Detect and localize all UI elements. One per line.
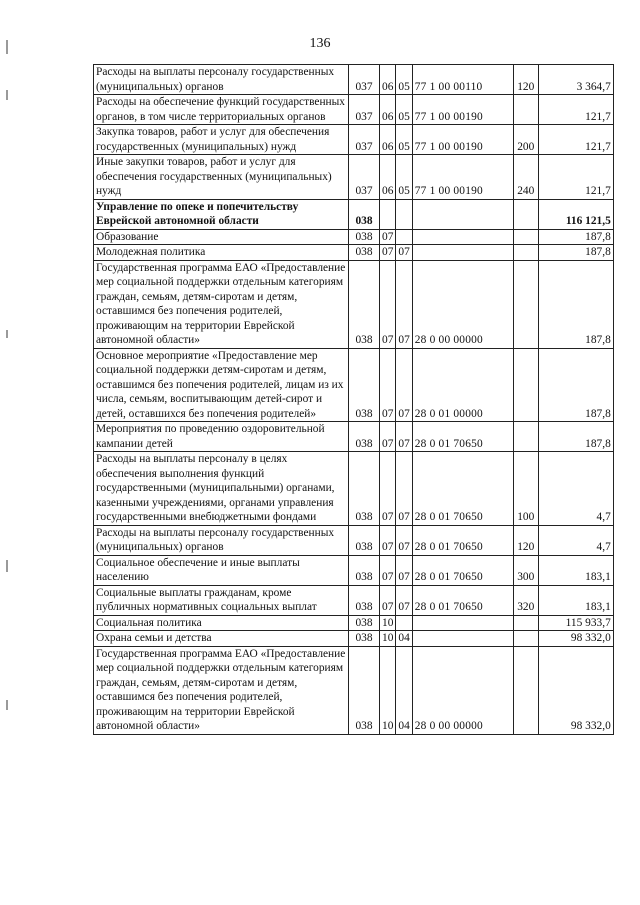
row-target-item: 28 0 01 70650 bbox=[412, 585, 513, 615]
table-row bbox=[94, 555, 614, 585]
row-target-item bbox=[412, 245, 513, 261]
page-number: 136 bbox=[309, 36, 331, 51]
row-target-item: 28 0 01 70650 bbox=[412, 555, 513, 585]
row-name: Расходы на выплаты персоналу в целях обеспечения выполнения функций государственными (муниципальными) органами, казенными учреждениями, органами управления государственными внебюджетными фондами bbox=[94, 452, 349, 526]
row-name: Социальные выплаты гражданам, кроме публичных нормативных социальных выплат bbox=[94, 585, 349, 615]
row-expense-type: 320 bbox=[513, 585, 538, 615]
row-code: 038 bbox=[349, 245, 380, 261]
table-row bbox=[94, 65, 614, 95]
row-subsection: 04 bbox=[396, 631, 412, 647]
row-code: 038 bbox=[349, 615, 380, 631]
row-amount: 187,8 bbox=[538, 260, 613, 348]
row-subsection: 05 bbox=[396, 65, 412, 95]
row-expense-type: 120 bbox=[513, 525, 538, 555]
row-target-item: 77 1 00 00110 bbox=[412, 65, 513, 95]
row-target-item bbox=[412, 229, 513, 245]
row-target-item: 28 0 01 70650 bbox=[412, 525, 513, 555]
row-section: 07 bbox=[380, 422, 396, 452]
row-section: 07 bbox=[380, 245, 396, 261]
row-subsection bbox=[396, 615, 412, 631]
row-amount: 121,7 bbox=[538, 125, 613, 155]
row-expense-type: 100 bbox=[513, 452, 538, 526]
row-subsection bbox=[396, 199, 412, 229]
row-code: 037 bbox=[349, 95, 380, 125]
table-row bbox=[94, 631, 614, 647]
row-section: 10 bbox=[380, 631, 396, 647]
row-name: Расходы на выплаты персоналу государственных (муниципальных) органов bbox=[94, 65, 349, 95]
row-target-item: 28 0 00 00000 bbox=[412, 646, 513, 734]
table-row bbox=[94, 155, 614, 200]
row-subsection: 07 bbox=[396, 525, 412, 555]
scan-margin-marks bbox=[0, 0, 20, 905]
row-amount: 3 364,7 bbox=[538, 65, 613, 95]
table-row bbox=[94, 646, 614, 734]
row-subsection: 07 bbox=[396, 585, 412, 615]
row-section: 10 bbox=[380, 615, 396, 631]
table-row bbox=[94, 615, 614, 631]
row-amount: 4,7 bbox=[538, 452, 613, 526]
row-subsection: 07 bbox=[396, 260, 412, 348]
table-row bbox=[94, 422, 614, 452]
row-amount: 187,8 bbox=[538, 245, 613, 261]
row-name: Образование bbox=[94, 229, 349, 245]
row-target-item bbox=[412, 199, 513, 229]
row-expense-type bbox=[513, 631, 538, 647]
table-row bbox=[94, 348, 614, 422]
row-expense-type bbox=[513, 199, 538, 229]
row-subsection bbox=[396, 229, 412, 245]
row-subsection: 07 bbox=[396, 555, 412, 585]
row-subsection: 07 bbox=[396, 452, 412, 526]
table-row bbox=[94, 199, 614, 229]
row-name: Основное мероприятие «Предоставление мер социальной поддержки детям-сиротам и детям, оставшимся без попечения родителей, лицам из их числа, семьям, воспитывающим детей-сирот и детей, оставшихся без попечения родителей» bbox=[94, 348, 349, 422]
row-amount: 187,8 bbox=[538, 422, 613, 452]
row-subsection: 07 bbox=[396, 422, 412, 452]
table-row bbox=[94, 525, 614, 555]
row-expense-type: 120 bbox=[513, 65, 538, 95]
row-name: Государственная программа ЕАО «Предоставление мер социальной поддержки отдельным категориям граждан, семьям, детям-сиротам и детям, оставшимся без попечения родителей, проживающим на территории Еврейской автономной области» bbox=[94, 260, 349, 348]
row-amount: 98 332,0 bbox=[538, 646, 613, 734]
row-code: 038 bbox=[349, 348, 380, 422]
row-target-item: 28 0 01 70650 bbox=[412, 422, 513, 452]
row-name: Иные закупки товаров, работ и услуг для обеспечения государственных (муниципальных) нужд bbox=[94, 155, 349, 200]
row-section: 07 bbox=[380, 525, 396, 555]
table-row bbox=[94, 125, 614, 155]
table-row bbox=[94, 585, 614, 615]
row-expense-type bbox=[513, 422, 538, 452]
row-target-item bbox=[412, 631, 513, 647]
row-name: Расходы на обеспечение функций государственных органов, в том числе территориальных органов bbox=[94, 95, 349, 125]
row-section: 06 bbox=[380, 95, 396, 125]
row-section: 06 bbox=[380, 125, 396, 155]
table-row bbox=[94, 229, 614, 245]
table-row bbox=[94, 452, 614, 526]
row-section bbox=[380, 199, 396, 229]
row-subsection: 07 bbox=[396, 245, 412, 261]
row-expense-type: 240 bbox=[513, 155, 538, 200]
row-name: Мероприятия по проведению оздоровительной кампании детей bbox=[94, 422, 349, 452]
row-amount: 116 121,5 bbox=[538, 199, 613, 229]
row-section: 06 bbox=[380, 65, 396, 95]
row-subsection: 04 bbox=[396, 646, 412, 734]
row-amount: 187,8 bbox=[538, 229, 613, 245]
row-section: 10 bbox=[380, 646, 396, 734]
row-code: 038 bbox=[349, 452, 380, 526]
row-name: Закупка товаров, работ и услуг для обеспечения государственных (муниципальных) нужд bbox=[94, 125, 349, 155]
row-name: Управление по опеке и попечительству Еврейской автономной области bbox=[94, 199, 349, 229]
row-name: Социальное обеспечение и иные выплаты населению bbox=[94, 555, 349, 585]
table-row bbox=[94, 260, 614, 348]
row-section: 07 bbox=[380, 229, 396, 245]
row-subsection: 05 bbox=[396, 155, 412, 200]
row-subsection: 05 bbox=[396, 125, 412, 155]
row-expense-type bbox=[513, 615, 538, 631]
row-amount: 121,7 bbox=[538, 95, 613, 125]
row-code: 038 bbox=[349, 631, 380, 647]
row-code: 037 bbox=[349, 65, 380, 95]
table-row bbox=[94, 95, 614, 125]
budget-table-body bbox=[94, 65, 614, 735]
row-code: 037 bbox=[349, 155, 380, 200]
row-name: Расходы на выплаты персоналу государственных (муниципальных) органов bbox=[94, 525, 349, 555]
row-amount: 121,7 bbox=[538, 155, 613, 200]
row-amount: 4,7 bbox=[538, 525, 613, 555]
row-name: Молодежная политика bbox=[94, 245, 349, 261]
row-section: 07 bbox=[380, 348, 396, 422]
row-amount: 183,1 bbox=[538, 555, 613, 585]
row-amount: 187,8 bbox=[538, 348, 613, 422]
table-row bbox=[94, 245, 614, 261]
row-section: 06 bbox=[380, 155, 396, 200]
row-expense-type bbox=[513, 646, 538, 734]
row-amount: 98 332,0 bbox=[538, 631, 613, 647]
row-code: 038 bbox=[349, 525, 380, 555]
row-subsection: 05 bbox=[396, 95, 412, 125]
row-code: 037 bbox=[349, 125, 380, 155]
row-section: 07 bbox=[380, 452, 396, 526]
row-expense-type: 300 bbox=[513, 555, 538, 585]
row-expense-type bbox=[513, 229, 538, 245]
row-code: 038 bbox=[349, 260, 380, 348]
row-target-item: 77 1 00 00190 bbox=[412, 125, 513, 155]
row-amount: 115 933,7 bbox=[538, 615, 613, 631]
row-section: 07 bbox=[380, 555, 396, 585]
row-target-item: 77 1 00 00190 bbox=[412, 95, 513, 125]
row-amount: 183,1 bbox=[538, 585, 613, 615]
row-target-item: 28 0 01 00000 bbox=[412, 348, 513, 422]
row-code: 038 bbox=[349, 199, 380, 229]
row-code: 038 bbox=[349, 422, 380, 452]
budget-table bbox=[93, 64, 614, 735]
row-section: 07 bbox=[380, 585, 396, 615]
row-target-item bbox=[412, 615, 513, 631]
row-code: 038 bbox=[349, 555, 380, 585]
row-name: Государственная программа ЕАО «Предоставление мер социальной поддержки отдельным категориям граждан, семьям, детям-сиротам и детям, оставшимся без попечения родителей, проживающим на территории Еврейской автономной области» bbox=[94, 646, 349, 734]
row-expense-type bbox=[513, 260, 538, 348]
row-subsection: 07 bbox=[396, 348, 412, 422]
row-section: 07 bbox=[380, 260, 396, 348]
row-code: 038 bbox=[349, 229, 380, 245]
row-name: Охрана семьи и детства bbox=[94, 631, 349, 647]
row-name: Социальная политика bbox=[94, 615, 349, 631]
row-target-item: 28 0 01 70650 bbox=[412, 452, 513, 526]
row-expense-type bbox=[513, 95, 538, 125]
row-code: 038 bbox=[349, 646, 380, 734]
row-target-item: 77 1 00 00190 bbox=[412, 155, 513, 200]
row-code: 038 bbox=[349, 585, 380, 615]
row-target-item: 28 0 00 00000 bbox=[412, 260, 513, 348]
row-expense-type bbox=[513, 245, 538, 261]
row-expense-type bbox=[513, 348, 538, 422]
row-expense-type: 200 bbox=[513, 125, 538, 155]
